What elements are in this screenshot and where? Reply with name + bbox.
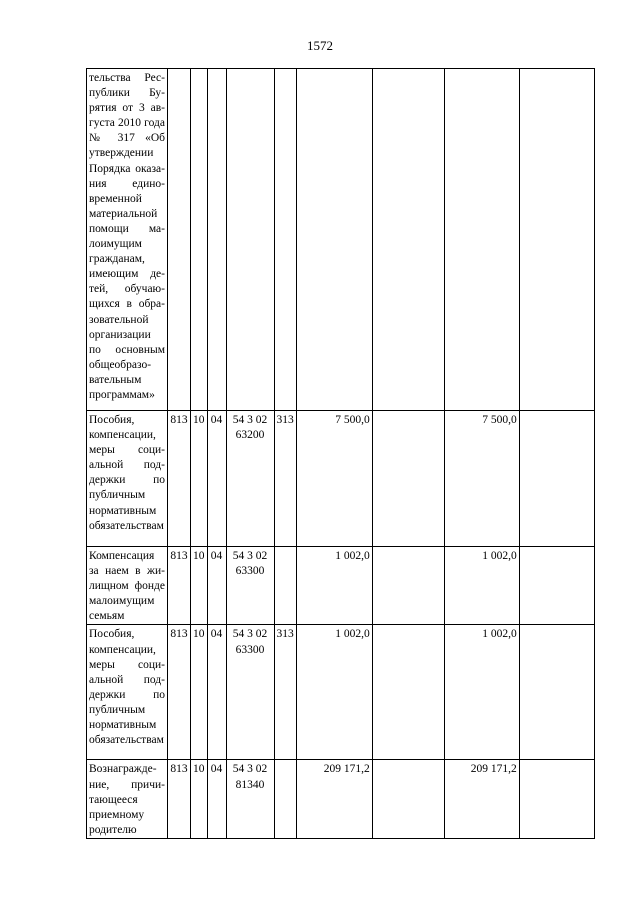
sum-cell: 1 002,0 bbox=[296, 547, 372, 625]
sum-cell: 7 500,0 bbox=[296, 411, 372, 547]
column-d-cell bbox=[519, 625, 594, 760]
expense-type-code bbox=[274, 760, 296, 838]
column-c-cell: 209 171,2 bbox=[444, 760, 519, 838]
ministry-code: 813 bbox=[168, 625, 191, 760]
budget-table bbox=[86, 68, 595, 839]
column-c-cell: 7 500,0 bbox=[444, 411, 519, 547]
expense-type-code: 313 bbox=[274, 625, 296, 760]
section-code: 10 bbox=[191, 625, 208, 760]
expense-type-code: 313 bbox=[274, 411, 296, 547]
target-article-prefix: 54 3 02 bbox=[232, 414, 268, 426]
row-name: Вознаграждение, причитающееся приемному родителю bbox=[87, 760, 168, 838]
subsection-code bbox=[207, 69, 226, 411]
subsection-code: 04 bbox=[207, 760, 226, 838]
page-number: 1572 bbox=[307, 38, 333, 53]
ministry-code: 813 bbox=[168, 547, 191, 625]
ministry-code: 813 bbox=[168, 411, 191, 547]
target-article-suffix: 63300 bbox=[235, 565, 265, 578]
column-b-cell bbox=[372, 69, 444, 411]
table-row bbox=[87, 625, 595, 760]
target-article-code bbox=[226, 69, 274, 411]
target-article-suffix: 81340 bbox=[235, 778, 265, 791]
section-code bbox=[191, 69, 208, 411]
expense-type-code bbox=[274, 547, 296, 625]
section-code: 10 bbox=[191, 411, 208, 547]
sum-cell bbox=[296, 69, 372, 411]
column-b-cell bbox=[372, 760, 444, 838]
column-c-cell bbox=[444, 69, 519, 411]
subsection-code: 04 bbox=[207, 625, 226, 760]
column-b-cell bbox=[372, 547, 444, 625]
sum-cell: 1 002,0 bbox=[296, 625, 372, 760]
target-article-code bbox=[226, 760, 274, 838]
row-name: Компенсация за наем в жилищном фонде малоимущим семьям bbox=[87, 547, 168, 625]
column-b-cell bbox=[372, 411, 444, 547]
column-d-cell bbox=[519, 411, 594, 547]
table-row bbox=[87, 547, 595, 625]
section-code: 10 bbox=[191, 760, 208, 838]
ministry-code: 813 bbox=[168, 760, 191, 838]
table-row bbox=[87, 411, 595, 547]
ministry-code bbox=[168, 69, 191, 411]
subsection-code: 04 bbox=[207, 411, 226, 547]
target-article-prefix: 54 3 02 bbox=[232, 763, 268, 776]
column-d-cell bbox=[519, 760, 594, 838]
column-d-cell bbox=[519, 69, 594, 411]
subsection-code: 04 bbox=[207, 547, 226, 625]
section-code: 10 bbox=[191, 547, 208, 625]
column-c-cell: 1 002,0 bbox=[444, 547, 519, 625]
sum-cell: 209 171,2 bbox=[296, 760, 372, 838]
target-article-prefix: 54 3 02 bbox=[232, 550, 268, 562]
target-article-prefix: 54 3 02 bbox=[232, 628, 268, 641]
column-d-cell bbox=[519, 547, 594, 625]
target-article-suffix: 63300 bbox=[235, 643, 265, 656]
column-c-cell: 1 002,0 bbox=[444, 625, 519, 760]
target-article-suffix: 63200 bbox=[235, 429, 265, 442]
target-article-code bbox=[226, 547, 274, 625]
target-article-code bbox=[226, 411, 274, 547]
target-article-code bbox=[226, 625, 274, 760]
table-row bbox=[87, 760, 595, 838]
expense-type-code bbox=[274, 69, 296, 411]
row-name: Пособия, компенсации, меры социальной поддержки по публичным нормативным обязательствам bbox=[87, 625, 168, 760]
column-b-cell bbox=[372, 625, 444, 760]
row-name: тельства Республики Бурятия от 3 августа 2010 года № 317 «Об утверждении Порядка оказания единовременной материальной помощи малоимущим гражданам, имеющим детей, обучающихся в образовательной организации по основным общеобразовательным программам» bbox=[87, 69, 168, 411]
table-row bbox=[87, 69, 595, 411]
row-name: Пособия, компенсации, меры социальной поддержки по публичным нормативным обязательствам bbox=[87, 411, 168, 547]
